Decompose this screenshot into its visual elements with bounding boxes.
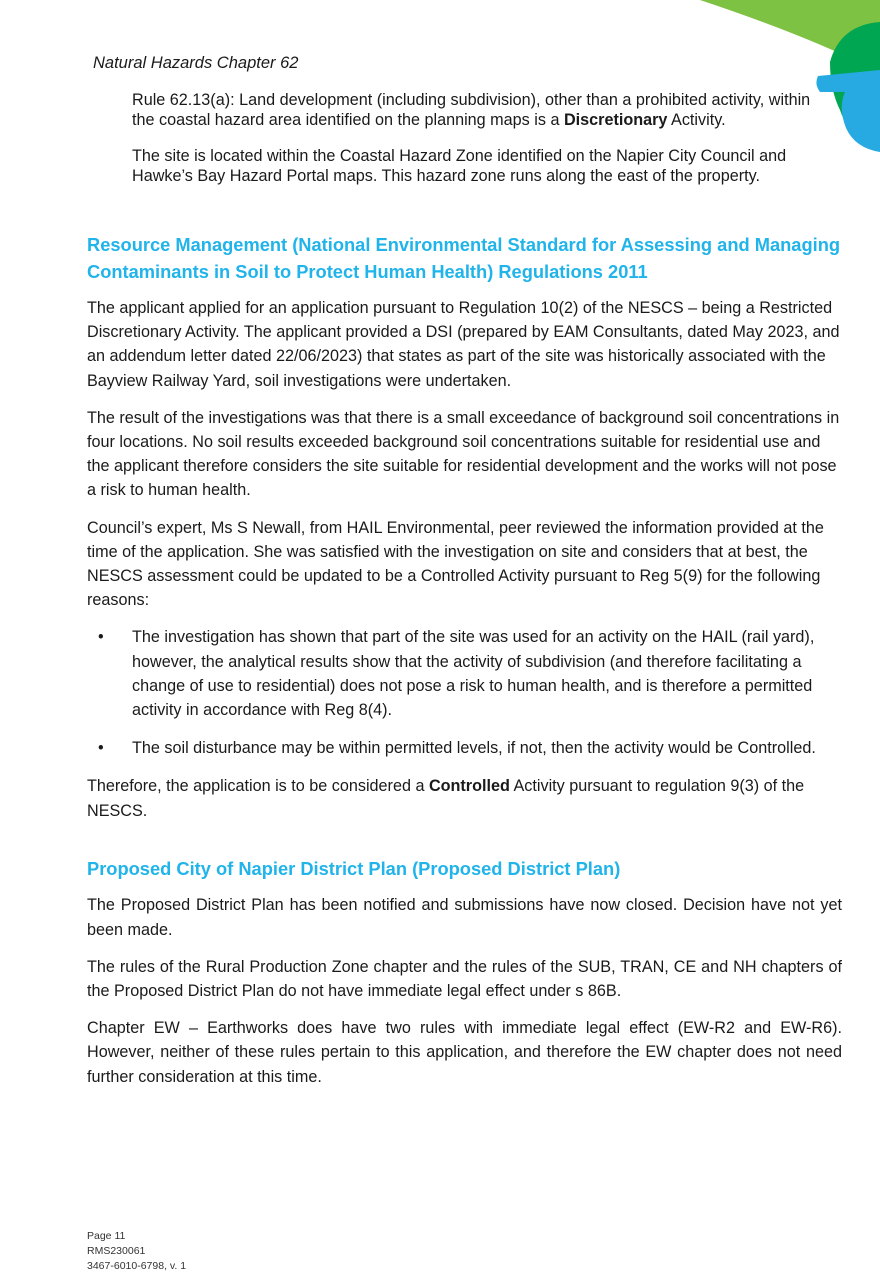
district-plan-paragraph-1: The Proposed District Plan has been notified and submissions have now closed. Decision have not yet been made. xyxy=(87,896,842,939)
chapter-title: Natural Hazards Chapter 62 xyxy=(93,54,299,72)
nescs-conclusion xyxy=(87,774,842,822)
rule-block xyxy=(132,90,832,202)
conclusion-text-bold: Controlled xyxy=(428,777,510,796)
district-plan-paragraph-3: Chapter EW – Earthworks does have two rules with immediate legal effect (EW-R2 and EW-R6). However, neither of these rules pertain to this application, and therefore the EW chapter does not need further consideration at this time. xyxy=(87,1019,842,1086)
bullet-icon: • xyxy=(98,628,104,647)
main-content xyxy=(87,232,842,1102)
nescs-paragraph-3: Council’s expert, Ms S Newall, from HAIL Environmental, peer reviewed the information provided at the time of the application. She was satisfied with the investigation on site and considers that at best, the NESCS assessment could be updated to be a Controlled Activity pursuant to Reg 5(9) for the following reasons: xyxy=(87,518,824,610)
rule-text-pre: Rule 62.13(a): Land development (including subdivision), other than a prohibited activity, within the coastal hazard area identified on the planning maps is a xyxy=(132,91,811,129)
district-plan-heading: Proposed City of Napier District Plan (Proposed District Plan) xyxy=(87,857,621,879)
reasons-list xyxy=(87,625,842,760)
bullet-icon: • xyxy=(98,739,104,758)
reference-number: RMS230061 xyxy=(87,1245,146,1257)
list-item-text: The soil disturbance may be within permitted levels, if not, then the activity would be Controlled. xyxy=(132,739,816,758)
list-item xyxy=(87,736,842,760)
section-spacer xyxy=(87,836,842,856)
nescs-heading: Resource Management (National Environmental Standard for Assessing and Managing Contaminants in Soil to Protect Human Health) Regulations 2011 xyxy=(87,234,841,282)
district-plan-paragraph-2: The rules of the Rural Production Zone chapter and the rules of the SUB, TRAN, CE and NH chapters of the Proposed District Plan do not have immediate legal effect under s 86B. xyxy=(87,957,842,1000)
nescs-paragraph-1: The applicant applied for an application pursuant to Regulation 10(2) of the NESCS – being a Restricted Discretionary Activity. The applicant provided a DSI (prepared by EAM Consultants, dated May 2023, and an addendum letter dated 22/06/2023) that states as part of the site was historically associated with the Bayview Railway Yard, soil investigations were undertaken. xyxy=(87,299,840,390)
rule-paragraph xyxy=(132,90,832,130)
conclusion-text-post: Activity pursuant to regulation 9(3) of the NESCS. xyxy=(87,777,805,820)
rule-text-bold: Discretionary xyxy=(563,111,668,129)
list-item-text: The investigation has shown that part of the site was used for an activity on the HAIL (rail yard), however, the analytical results show that the activity of subdivision (and therefore facilitating a change of use to residential) does not pose a risk to human health, and is therefore a permitted activity in accordance with Reg 8(4). xyxy=(132,628,815,720)
rule-text-post: Activity. xyxy=(667,111,726,129)
nescs-paragraph-2: The result of the investigations was that there is a small exceedance of background soil concentrations in four locations. No soil results exceeded background soil concentrations suitable for residential use and the applicant therefore considers the site suitable for residential development and the works will not pose a risk to human health. xyxy=(87,408,840,500)
page-number: Page 11 xyxy=(87,1230,126,1242)
conclusion-text-pre: Therefore, the application is to be considered a xyxy=(87,777,429,796)
site-paragraph: The site is located within the Coastal Hazard Zone identified on the Napier City Council and Hawke’s Bay Hazard Portal maps. This hazard zone runs along the east of the property. xyxy=(132,147,787,185)
list-item xyxy=(87,625,842,722)
page-footer xyxy=(87,1229,186,1274)
document-id: 3467-6010-6798, v. 1 xyxy=(87,1260,187,1272)
